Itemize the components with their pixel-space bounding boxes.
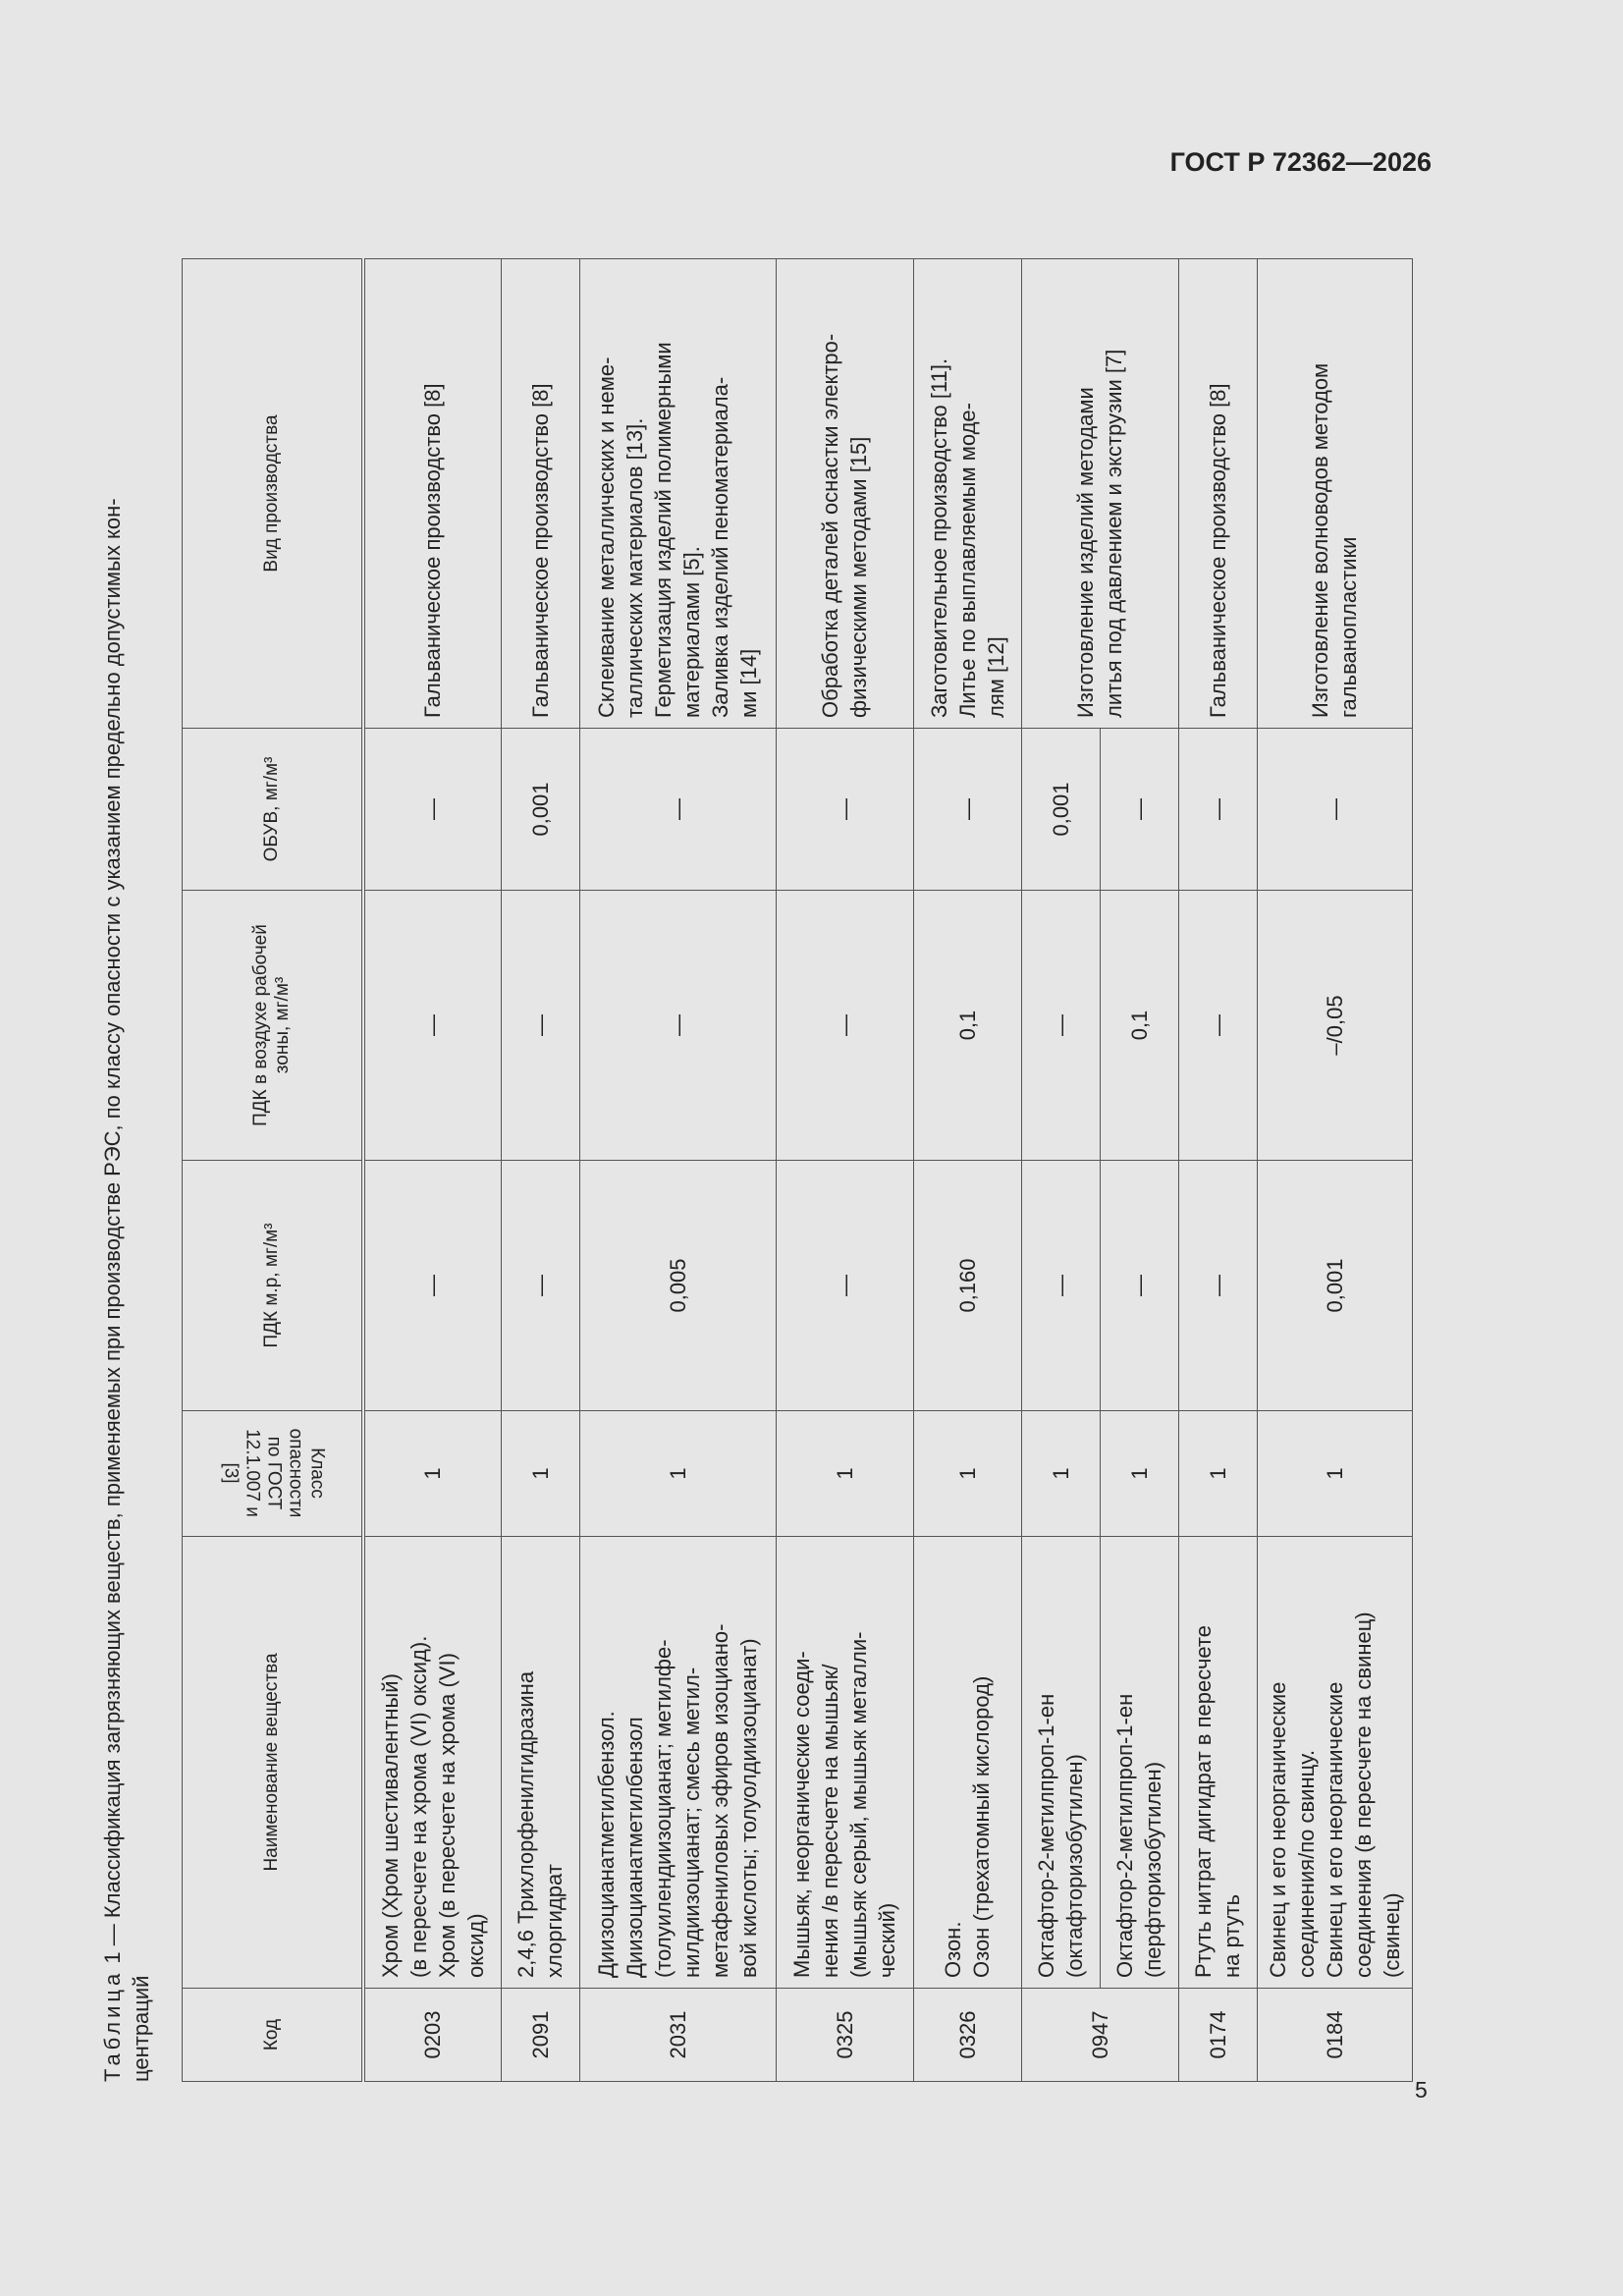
cell-name [579,1537,776,1989]
page-number: 5 [1415,2077,1428,2103]
cell-name-line: 2,4,6 Трихлорфенилгидразина [514,1670,538,1978]
cell-class: 1 [913,1411,1021,1537]
cell-production-line: Изготовление волноводов методом [1308,362,1332,718]
cell-name-line: Озон. [941,1921,965,1978]
cell-pdk-mr: — [1100,1161,1178,1411]
cell-code: 0184 [1257,1989,1412,2082]
cell-obuv: — [1257,729,1412,891]
cell-code: 0325 [776,1989,913,2082]
cell-production-line: Литье по выплавляемым моде- [954,403,980,718]
cell-code: 2091 [501,1989,579,2082]
caption-text: 1 — Классификация загрязняющих веществ, применяемых при производстве РЭС, по классу опасности с указанием предельно допустимых кон- [100,498,125,1970]
document-id: ГОСТ Р 72362—2026 [1169,147,1432,177]
cell-name-line: соединения/по свинцу. [1293,1749,1319,1978]
cell-obuv: 0,001 [1021,729,1100,891]
cell-code: 0326 [913,1989,1021,2082]
cell-class: 1 [579,1411,776,1537]
table-row [1257,259,1412,2082]
cell-production-line: Изготовление изделий методами [1073,387,1098,718]
cell-production [1021,259,1178,729]
table-row [776,259,913,2082]
cell-name-line: вой кислоты; толуолдиизоцианат) [736,1638,761,1978]
cell-name-line: соединения (в пересчете на свинец) [1350,1612,1376,1978]
cell-class: 1 [1178,1411,1257,1537]
cell-pdk-wz: — [776,891,913,1161]
cell-name-line: нения /в пересчете на мышьяк/ [818,1664,842,1978]
cell-pdk-mr: — [1178,1161,1257,1411]
cell-production [363,259,501,729]
cell-production-line: литья под давлением и экструзии [7] [1102,349,1126,718]
header-code: Код [183,1989,364,2082]
cell-production [913,259,1021,729]
cell-production [579,259,776,729]
header-class: Класс опасности по ГОСТ 12.1.007 и [3] [183,1411,364,1537]
caption-text-line2: центраций [129,1975,153,2082]
cell-name-line: Хром (в пересчете на хрома (VI) [434,1653,460,1978]
cell-name-line: на ртуть [1219,1893,1244,1978]
table-row [913,259,1021,2082]
header-name: Наименование вещества [183,1537,364,1989]
cell-name-line: ческий) [875,1902,899,1978]
cell-pdk-mr: — [501,1161,579,1411]
cell-name-line: хлоргидрат [542,1864,567,1978]
table-row [1178,259,1257,2082]
cell-name [1178,1537,1257,1989]
cell-name-line: Мышьяк, неорганические соеди- [789,1651,814,1978]
cell-name-line: Диизоцианатметилбензол [622,1717,647,1978]
cell-code: 2031 [579,1989,776,2082]
cell-production-line: гальванопластики [1336,536,1361,718]
cell-production-line: Склеивание металлических и неме- [594,356,619,718]
cell-production [1257,259,1412,729]
cell-production-line: материалами [5]. [679,546,704,718]
cell-name-line: Свинец и его неорганические [1322,1681,1347,1978]
header-production: Вид производства [183,259,364,729]
cell-pdk-mr: 0,005 [579,1161,776,1411]
cell-name-line: Октафтор-2-метилпроп-1-ен [1034,1693,1058,1978]
cell-class: 1 [1100,1411,1178,1537]
cell-name-line: (перфторизобутилен) [1141,1761,1165,1978]
cell-name [1021,1537,1100,1989]
cell-name-line: Октафтор-2-метилпроп-1-ен [1112,1693,1137,1978]
cell-pdk-wz: — [1021,891,1100,1161]
header-obuv: ОБУВ, мг/м³ [183,729,364,891]
cell-pdk-wz: — [501,891,579,1161]
table-row [579,259,776,2082]
cell-obuv: — [579,729,776,891]
cell-code: 0947 [1021,1989,1178,2082]
cell-class: 1 [776,1411,913,1537]
cell-obuv: — [776,729,913,891]
cell-obuv: — [1100,729,1178,891]
cell-production [501,259,579,729]
substances-table [182,258,1413,2082]
cell-production-line: ми [14] [736,648,761,718]
cell-obuv: — [1178,729,1257,891]
cell-production-line: Заливка изделий пеноматериала- [708,376,732,718]
cell-production-line: Заготовительное производство [11]. [926,357,951,718]
cell-name-line: (октафторизобутилен) [1062,1754,1087,1978]
table-row [1021,259,1100,2082]
header-pdk-wz: ПДК в воздухе рабочей зоны, мг/м³ [183,891,364,1161]
cell-obuv: — [913,729,1021,891]
cell-production-line: Гальваническое производство [8] [527,383,553,718]
cell-name [1100,1537,1178,1989]
cell-production-line: таллических материалов [13]. [622,417,647,718]
cell-name [501,1537,579,1989]
cell-class: 1 [1021,1411,1100,1537]
table-row [501,259,579,2082]
cell-name-line: (свинец) [1379,1892,1404,1978]
cell-name [363,1537,501,1989]
cell-production [776,259,913,729]
cell-name-line: оксид) [462,1913,488,1978]
cell-code: 0174 [1178,1989,1257,2082]
cell-obuv: — [363,729,501,891]
cell-name-line: (мышьяк серый, мышьяк металли- [846,1631,871,1978]
table-header-row [183,259,364,2082]
cell-pdk-wz: — [363,891,501,1161]
cell-name-line: Диизоцианатметилбензол. [594,1711,619,1978]
header-pdk-mr: ПДК м.р, мг/м³ [183,1161,364,1411]
cell-production-line: Гальваническое производство [8] [1205,383,1230,718]
cell-name-line: Хром (Хром шестивалентный) [377,1673,403,1978]
cell-name-line: нилдиизоцианат; смесь метил- [679,1667,704,1978]
cell-pdk-mr: 0,001 [1257,1161,1412,1411]
cell-name-line: Ртуть нитрат дигидрат в пересчете [1191,1625,1216,1978]
caption-label: Таблица [100,1969,125,2082]
cell-production [1178,259,1257,729]
table-row [363,259,501,2082]
cell-pdk-mr: — [776,1161,913,1411]
cell-class: 1 [363,1411,501,1537]
cell-pdk-mr: — [1021,1161,1100,1411]
cell-production-line: Герметизация изделий полимерными [651,342,676,718]
cell-name [1257,1537,1412,1989]
cell-name [913,1537,1021,1989]
table-caption [98,216,155,2082]
cell-production-line: Гальваническое производство [8] [420,383,446,718]
cell-name-line: Озон (трехатомный кислород) [969,1675,994,1978]
cell-pdk-wz: 0,1 [1100,891,1178,1161]
cell-pdk-wz: — [1178,891,1257,1161]
cell-pdk-wz: — [579,891,776,1161]
cell-name-line: метафениловых эфиров изоциано- [708,1623,732,1978]
cell-name [776,1537,913,1989]
cell-name-line: (в пересчете на хрома (VI) оксид). [406,1635,431,1978]
cell-name-line: (толуилендиизоцианат; метилфе- [651,1639,676,1978]
cell-name-line: Свинец и его неорганические [1265,1681,1290,1978]
cell-production-line: физическими методами [15] [846,436,871,718]
cell-code: 0203 [363,1989,501,2082]
cell-pdk-mr: — [363,1161,501,1411]
cell-pdk-mr: 0,160 [913,1161,1021,1411]
cell-class: 1 [501,1411,579,1537]
cell-production-line: лям [12] [983,636,1008,718]
rotated-table-block [98,216,1453,2082]
cell-pdk-wz: 0,1 [913,891,1021,1161]
cell-production-line: Обработка деталей оснастки электро- [818,333,842,718]
cell-class: 1 [1257,1411,1412,1537]
cell-obuv: 0,001 [501,729,579,891]
cell-pdk-wz: –/0,05 [1257,891,1412,1161]
